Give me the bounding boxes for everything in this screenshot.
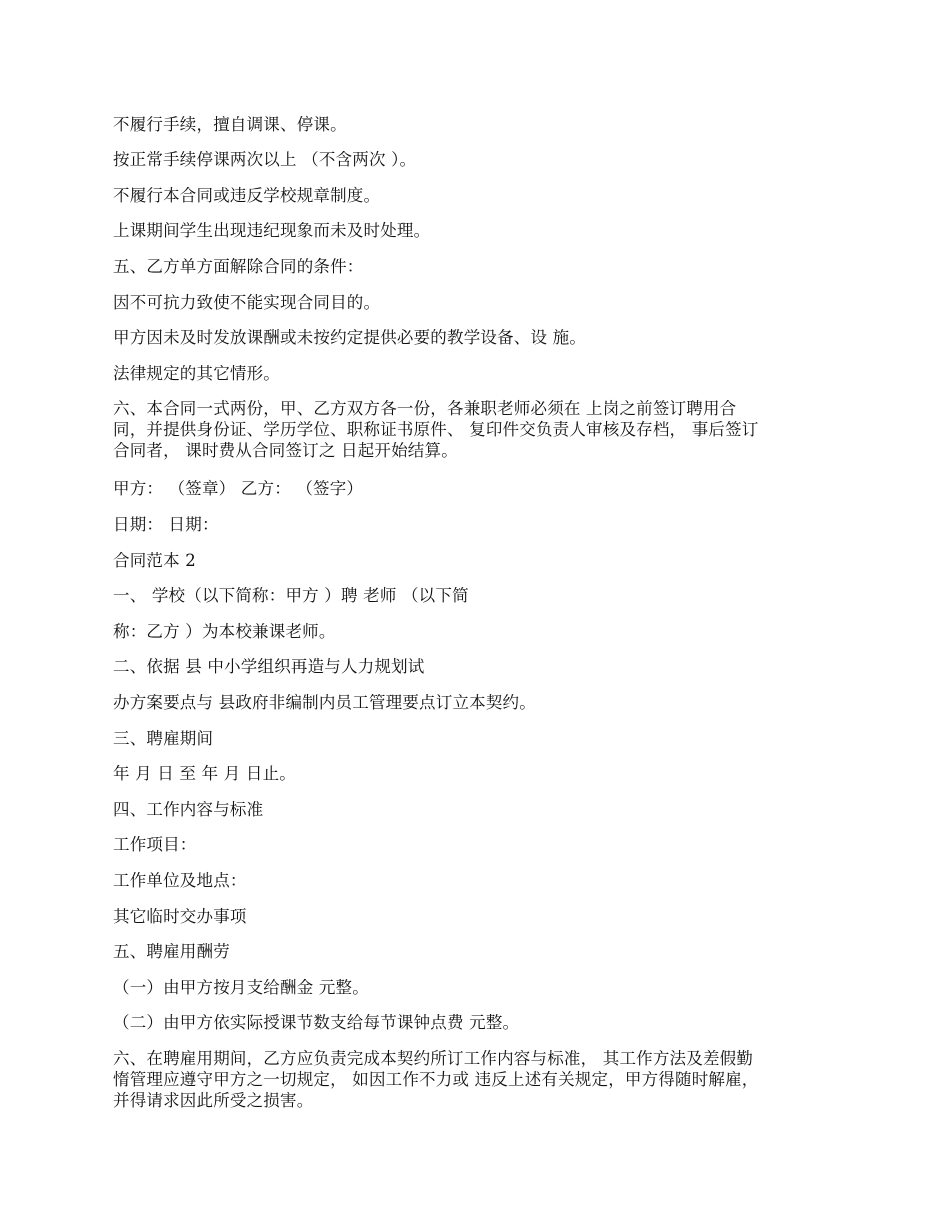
paragraph-line: 合同者， 课时费从合同签订之 日起开始结算。 [113, 441, 458, 460]
section-title: 合同范本 2 [113, 551, 196, 570]
text-line: 称：乙方 ）为本校兼课老师。 [113, 622, 336, 641]
section-heading: 三、聘雇期间 [113, 729, 214, 748]
text-line: 工作单位及地点： [113, 871, 247, 890]
paragraph-line: 惰管理应遵守甲方之一切规定， 如因工作不力或 违反上述有关规定，甲方得随时解雇， [113, 1070, 759, 1089]
text-line: 甲方因未及时发放课酬或未按约定提供必要的教学设备、设 施。 [113, 328, 587, 347]
paragraph-line: 六、本合同一式两份，甲、乙方双方各一份，各兼职老师必须在 上岗之前签订聘用合 [113, 399, 737, 418]
text-line: 其它临时交办事项 [113, 907, 247, 926]
text-line: （二）由甲方依实际授课节数支给每节课钟点费 元整。 [113, 1013, 520, 1032]
text-line: 一、 学校（以下简称：甲方 ）聘 老师 （以下简 [113, 586, 469, 605]
paragraph-line: 六、在聘雇用期间，乙方应负责完成本契约所订工作内容与标准， 其工作方法及差假勤 [113, 1049, 754, 1068]
text-line: （一）由甲方按月支给酬金 元整。 [113, 978, 369, 997]
text-line: 不履行本合同或违反学校规章制度。 [113, 186, 381, 205]
paragraph-line: 并得请求因此所受之损害。 [113, 1091, 314, 1110]
text-line: 因不可抗力致使不能实现合同目的。 [113, 293, 381, 312]
paragraph-six-a [113, 398, 838, 461]
paragraph-line: 同，并提供身份证、学历学位、职称证书原件、 复印件交负责人审核及存档， 事后签订 [113, 420, 759, 439]
text-line: 上课期间学生出现违纪现象而未及时处理。 [113, 221, 431, 240]
text-line: 不履行手续，擅自调课、停课。 [113, 115, 347, 134]
text-line: 二、依据 县 中小学组织再造与人力规划试 [113, 657, 425, 676]
date-line: 日期： 日期： [113, 515, 219, 534]
text-line: 年 月 日 至 年 月 日止。 [113, 764, 296, 783]
section-heading: 五、聘雇用酬劳 [113, 942, 230, 961]
text-line: 办方案要点与 县政府非编制内员工管理要点订立本契约。 [113, 693, 536, 712]
text-line: 按正常手续停课两次以上 （不含两次 ）。 [113, 150, 417, 169]
text-line: 法律规定的其它情形。 [113, 364, 280, 383]
section-heading: 五、乙方单方面解除合同的条件： [113, 257, 364, 276]
signature-line: 甲方： （签章） 乙方： （签字） [113, 479, 364, 498]
paragraph-six-b [113, 1048, 838, 1111]
section-heading: 四、工作内容与标准 [113, 800, 264, 819]
text-line: 工作项目： [113, 835, 197, 854]
